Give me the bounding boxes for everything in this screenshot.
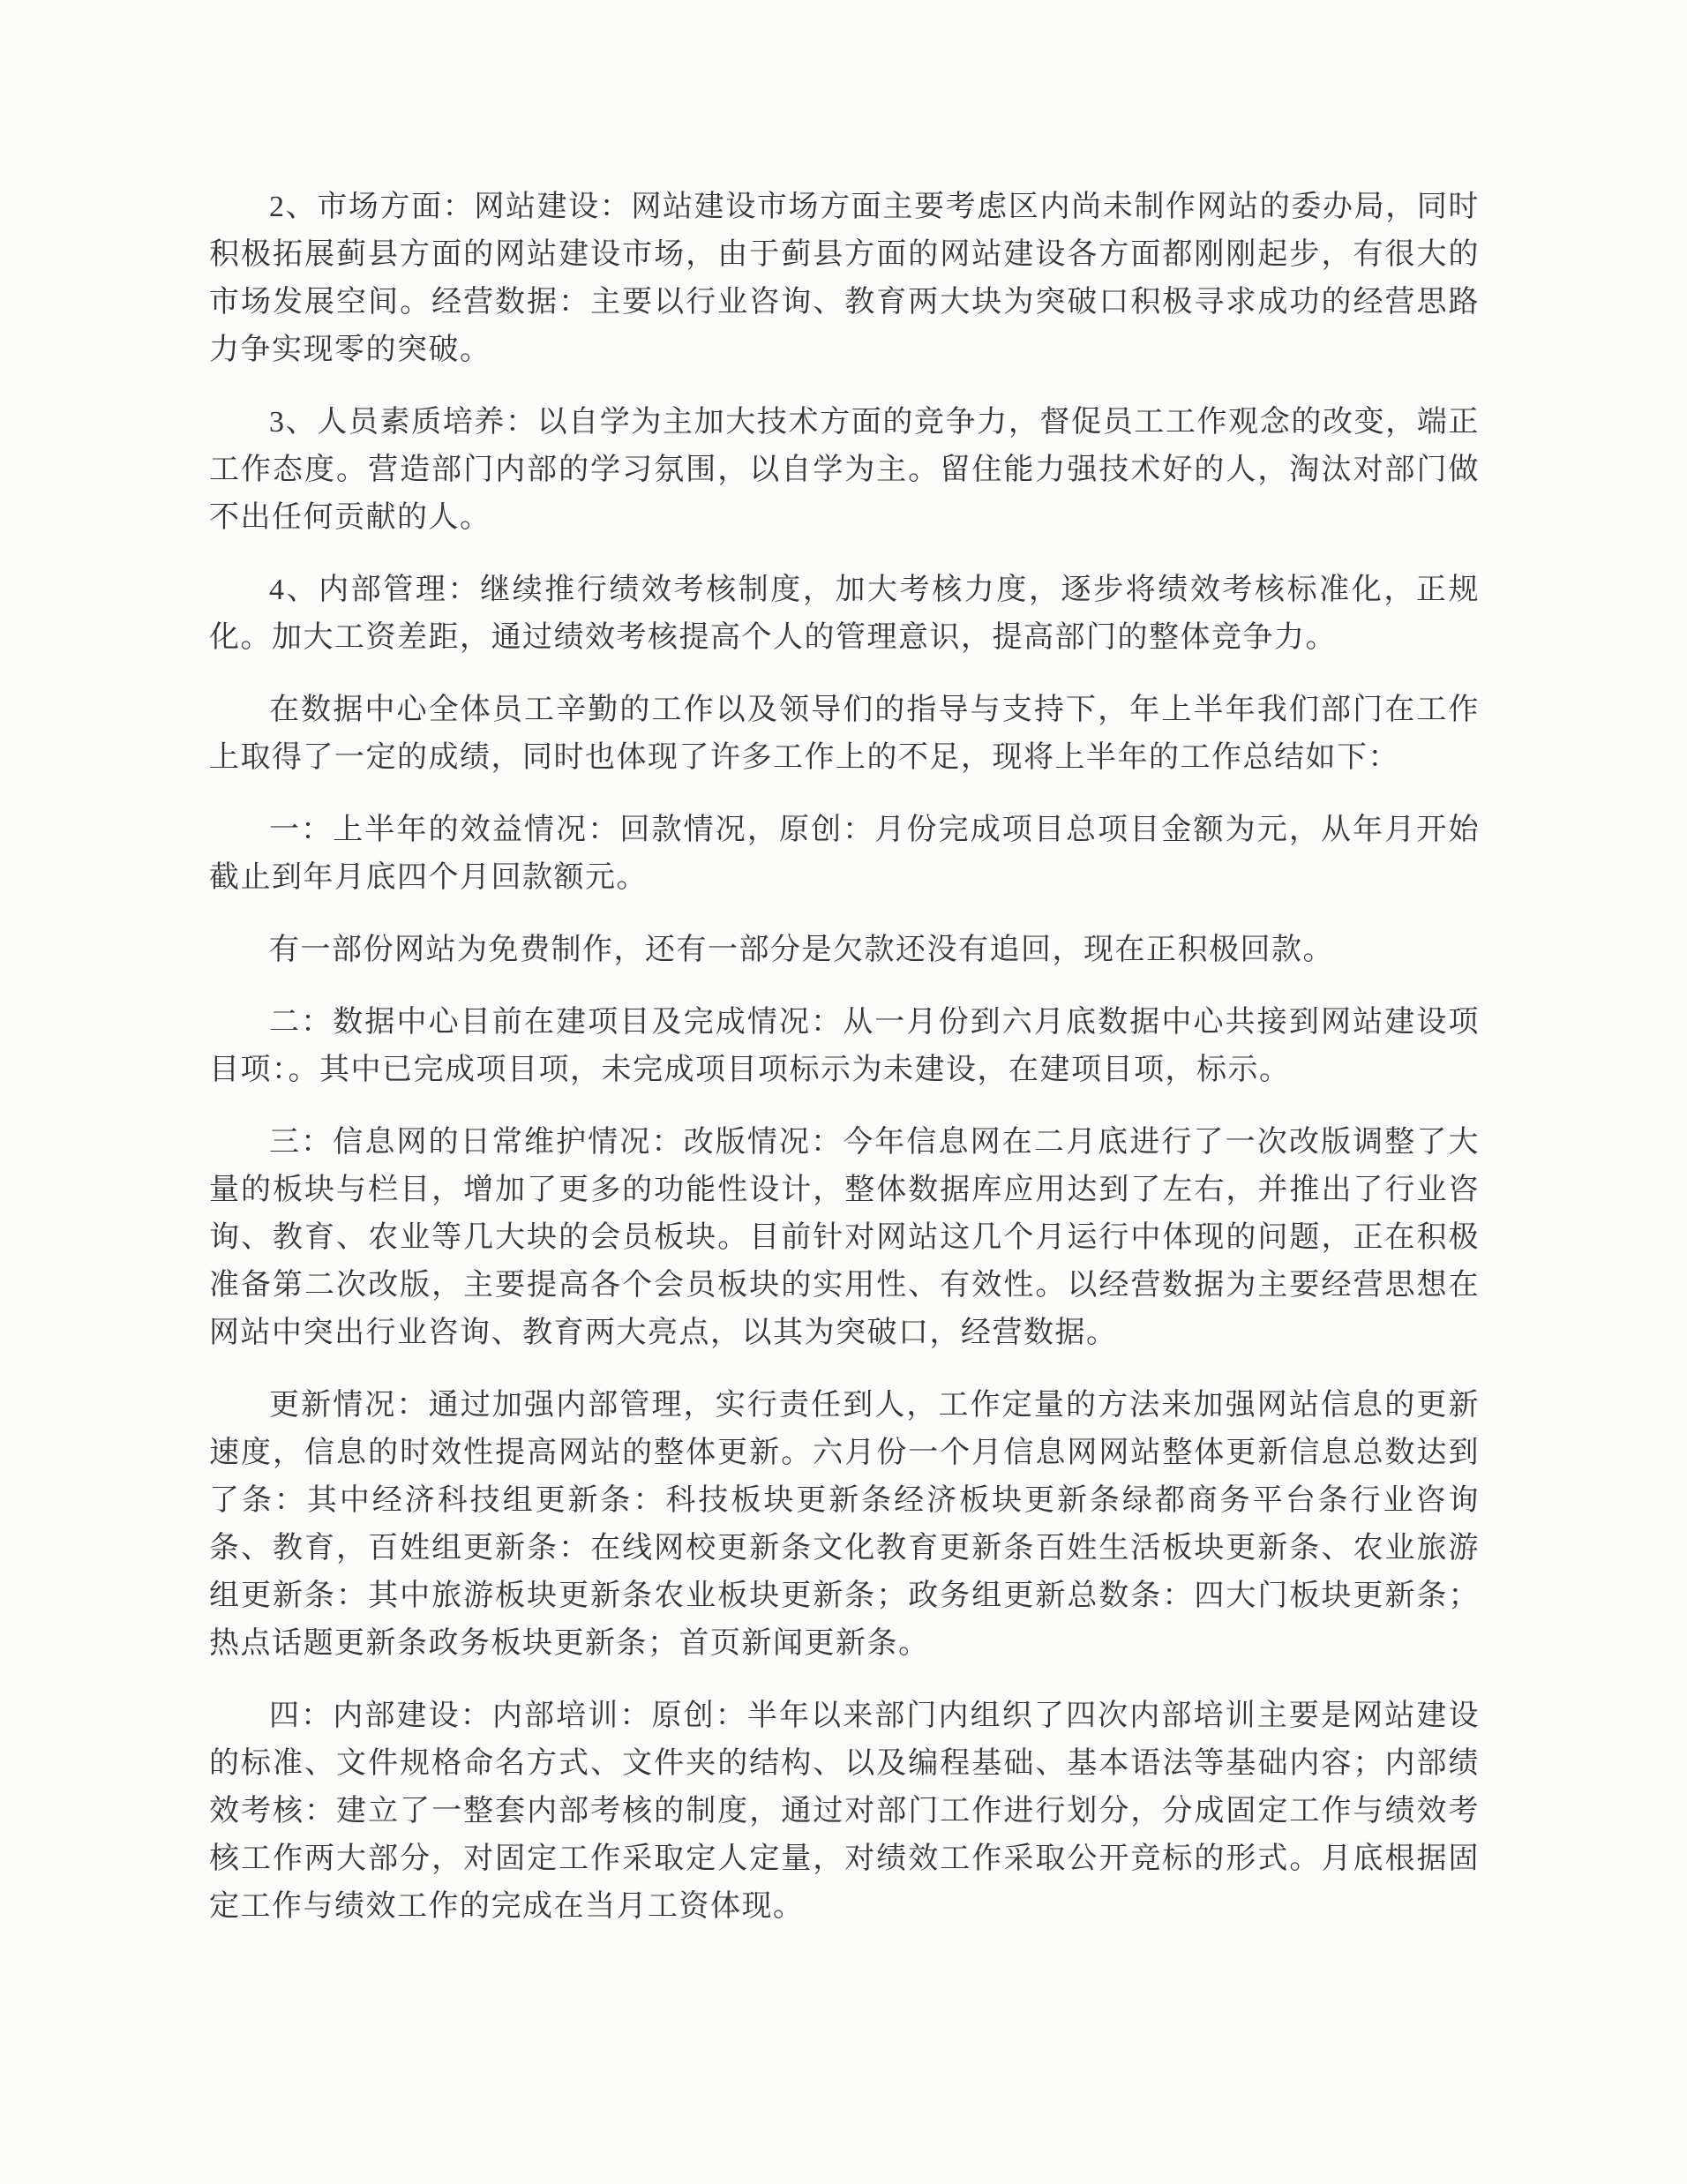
paragraph-benefit-situation: 一：上半年的效益情况：回款情况，原创：月份完成项目总项目金额为元，从年月开始截止到年月底四个月回款额元。 <box>209 814 1480 894</box>
paragraph-projects-status: 二：数据中心目前在建项目及完成情况：从一月份到六月底数据中心共接到网站建设项目项：。其中已完成项目项，未完成项目项标示为未建设，在建项目项，标示。 <box>209 1006 1480 1086</box>
paragraph-personnel: 3、人员素质培养：以自学为主加大技术方面的竞争力，督促员工工作观念的改变，端正工作态度。营造部门内部的学习氛围，以自学为主。留住能力强技术好的人，淘汰对部门做不出任何贡献的人。 <box>209 406 1480 534</box>
paragraph-internal-management: 4、内部管理：继续推行绩效考核制度，加大考核力度，逐步将绩效考核标准化，正规化。加大工资差距，通过绩效考核提高个人的管理意识，提高部门的整体竞争力。 <box>209 574 1480 654</box>
paragraph-update-situation: 更新情况：通过加强内部管理，实行责任到人，工作定量的方法来加强网站信息的更新速度，信息的时效性提高网站的整体更新。六月份一个月信息网网站整体更新信息总数达到了条：其中经济科技组更新条：科技板块更新条经济板块更新条绿都商务平台条行业咨询条、教育，百姓组更新条：在线网校更新条文化教育更新条百姓生活板块更新条、农业旅游组更新条：其中旅游板块更新条农业板块更新条；政务组更新总数条：四大门板块更新条；热点话题更新条政务板块更新条；首页新闻更新条。 <box>209 1389 1480 1660</box>
document-body <box>209 184 1480 1931</box>
paragraph-free-sites: 有一部份网站为免费制作，还有一部分是欠款还没有追回，现在正积极回款。 <box>269 934 1334 966</box>
paragraph-market: 2、市场方面：网站建设：网站建设市场方面主要考虑区内尚未制作网站的委办局，同时积极拓展蓟县方面的网站建设市场，由于蓟县方面的网站建设各方面都刚刚起步，有很大的市场发展空间。经营数据：主要以行业咨询、教育两大块为突破口积极寻求成功的经营思路力争实现零的突破。 <box>209 191 1480 366</box>
paragraph-intro-summary: 在数据中心全体员工辛勤的工作以及领导们的指导与支持下，年上半年我们部门在工作上取得了一定的成绩，同时也体现了许多工作上的不足，现将上半年的工作总结如下： <box>209 694 1480 774</box>
paragraph-internal-construction: 四：内部建设：内部培训：原创：半年以来部门内组织了四次内部培训主要是网站建设的标准、文件规格命名方式、文件夹的结构、以及编程基础、基本语法等基础内容；内部绩效考核：建立了一整套内部考核的制度，通过对部门工作进行划分，分成固定工作与绩效考核工作两大部分，对固定工作采取定人定量，对绩效工作采取公开竞标的形式。月底根据固定工作与绩效工作的完成在当月工资体现。 <box>209 1700 1480 1923</box>
paragraph-maintenance: 三：信息网的日常维护情况：改版情况：今年信息网在二月底进行了一次改版调整了大量的板块与栏目，增加了更多的功能性设计，整体数据库应用达到了左右，并推出了行业咨询、教育、农业等几大块的会员板块。目前针对网站这几个月运行中体现的问题，正在积极准备第二次改版，主要提高各个会员板块的实用性、有效性。以经营数据为主要经营思想在网站中突出行业咨询、教育两大亮点，以其为突破口，经营数据。 <box>209 1126 1480 1349</box>
